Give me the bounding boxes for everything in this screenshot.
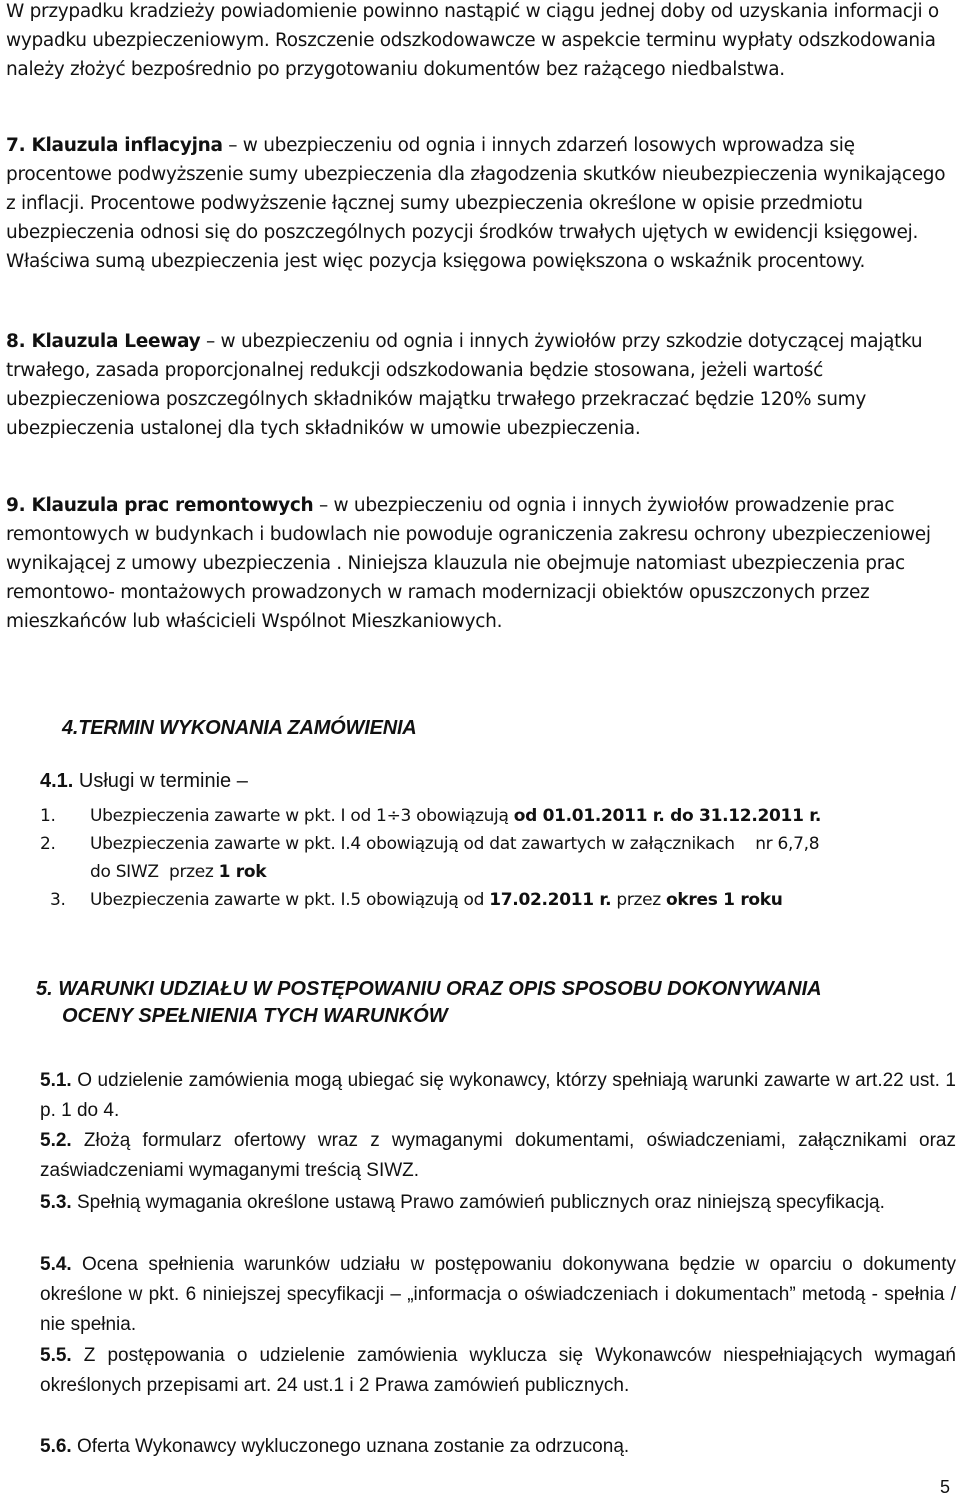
section-5-6: 5.6. Oferta Wykonawcy wykluczonego uznana zostanie za odrzuconą. — [40, 1436, 630, 1457]
section-5-4: 5.4. Ocena spełnienia warunków udziału w postępowaniu dokonywana będzie w oparciu o dokumenty określone w pkt. 6 niniejszej specyfikacji – „informacja o oświadczeniach i dokumentach” metodą - spełnia / nie spełnia. — [40, 1254, 956, 1335]
document-page: W przypadku kradzieży powiadomienie powinno nastąpić w ciągu jednej doby od uzyskania informacji o wypadku ubezpieczeniowym. Roszczenie odszkodowawcze w aspekcie terminu wypłaty odszkodowania należy złożyć bezpośrednio po przygotowaniu dokumentów bez rażącego niedbalstwa. 7. Klauzula inflacyjna – w ubezpieczeniu od ognia i innych zdarzeń losowych wprowadza się procentowe podwyższenie sumy ubezpieczenia dla złagodzenia skutków nieubezpieczenia wynikającego z inflacji. Procentowe podwyższenie łącznej sumy ubezpieczenia określone w opisie przedmiotu ubezpieczenia odnosi się do poszczególnych pozycji środków trwałych ujętych w ewidencji księgowej. Właściwa sumą ubezpieczenia jest więc pozycja księgowa powiększona o wskaźnik procentowy. 8. Klauzula Leeway – w ubezpieczeniu od ognia i innych żywiołów przy szkodzie dotyczącej majątku trwałego, zasada proporcjonalnej redukcji odszkodowania będzie stosowana, jeżeli wartość ubezpieczeniowa poszczególnych składników majątku trwałego przekraczać będzie 120% sumy ubezpieczenia ustalonej dla tych składników w umowie ubezpieczenia. 9. Klauzula prac remontowych – w ubezpieczeniu od ognia i innych żywiołów prowadzenie prac remontowych w budynkach i budowlach nie powoduje ograniczenia zakresu ochrony ubezpieczeniowej wynikającej z umowy ubezpieczenia . Niniejsza klauzula nie obejmuje natomiast ubezpieczenia prac remontowo- montażowych prowadzonych w ramach modernizacji obiektów opuszczonych przez mieszkańców lub właścicieli Wspólnot Mieszkaniowych. 4.TERMIN WYKONANIA ZAMÓWIENIA 4.1. Usługi w terminie – 1. Ubezpieczenia zawarte w pkt. I od 1÷3 obowiązują od 01.01.2011 r. do 31.12.2011 r. 2. Ubezpieczenia zawarte w pkt. I.4 obowiązują od dat zawartych w załącznikach nr 6,7,8 do SIWZ przez 1 rok 3. Ubezpieczenia zawarte w pkt. I.5 obowiązują od 17.02.2011 r. przez okres 1 roku 5. WARUNKI UDZIAŁU W POSTĘPOWANIU ORAZ OPIS SPOSOBU DOKONYWANIA OCENY SPEŁNIENIA TYCH WARUNKÓW 5.1. O udzielenie zamówienia mogą ubiegać się wykonawcy, którzy spełniają warunki zawarte w art.22 ust. 1 p. 1 do 4. 5.2. Złożą formularz ofertowy wraz z wymaganymi dokumentami, oświadczeniami, załącznikami oraz zaświadczeniami wymaganymi treścią SIWZ. 5.3. Spełnią wymagania określone ustawą Prawo zamówień publicznych oraz niniejszą specyfikacją. 5.4. Ocena spełnienia warunków udziału w postępowaniu dokonywana będzie w oparciu o dokumenty określone w pkt. 6 niniejszej specyfikacji – „informacja o oświadczeniach i dokumentach” metodą - spełnia / nie spełnia. 5.5. Z postępowania o udzielenie zamówienia wyklucza się Wykonawców niespełniających wymagań określonych przepisami art. 24 ust.1 i 2 Prawa zamówień publicznych. 5.6. Oferta Wykonawcy wykluczonego uznana zostanie za odrzuconą. 5 — [0, 0, 960, 1509]
clause-7-title: 7. Klauzula inflacyjna — [6, 135, 223, 156]
section-5-2: 5.2. Złożą formularz ofertowy wraz z wymaganymi dokumentami, oświadczeniami, załącznikami oraz zaświadczeniami wymaganymi treścią SIWZ. — [40, 1130, 956, 1181]
section-5-5: 5.5. Z postępowania o udzielenie zamówienia wyklucza się Wykonawców niespełniających wymagań określonych przepisami art. 24 ust.1 i 2 Prawa zamówień publicznych. — [40, 1345, 956, 1396]
clause-9-text: – w ubezpieczeniu od ognia i innych żywiołów prowadzenie prac remontowych w budynkach i budowlach nie powoduje ograniczenia zakresu ochrony ubezpieczeniowej wynikającej z umowy ubezpieczenia . Niniejsza klauzula nie obejmuje natomiast ubezpieczenia prac remontowo- montażowych prowadzonych w ramach modernizacji obiektów opuszczonych przez mieszkańców lub właścicieli Wspólnot Mieszkaniowych. — [6, 495, 931, 632]
clause-9-title: 9. Klauzula prac remontowych — [6, 495, 314, 516]
clause-7-text: – w ubezpieczeniu od ognia i innych zdarzeń losowych wprowadza się procentowe podwyższenie sumy ubezpieczenia dla złagodzenia skutków nieubezpieczenia wynikającego z inflacji. Procentowe podwyższenie łącznej sumy ubezpieczenia określone w opisie przedmiotu ubezpieczenia odnosi się do poszczególnych pozycji środków trwałych ujętych w ewidencji księgowej. Właściwa sumą ubezpieczenia jest więc pozycja księgowa powiększona o wskaźnik procentowy. — [6, 135, 946, 272]
paragraph-clause-8 — [6, 327, 954, 443]
paragraph-clause-9 — [6, 491, 954, 636]
paragraph-clause-7 — [6, 131, 954, 276]
clause-8-text: – w ubezpieczeniu od ognia i innych żywiołów przy szkodzie dotyczącej majątku trwałego, zasada proporcjonalnej redukcji odszkodowania będzie stosowana, jeżeli wartość ubezpieczeniowa poszczególnych składników majątku trwałego przekraczać będzie 120% sumy ubezpieczenia ustalonej dla tych składników w umowie ubezpieczenia. — [6, 331, 923, 439]
term-item-2: 2. Ubezpieczenia zawarte w pkt. I.4 obowiązują od dat zawartych w załącznikach nr 6,7,8 do SIWZ przez 1 rok — [40, 834, 820, 882]
paragraph-intro: W przypadku kradzieży powiadomienie powinno nastąpić w ciągu jednej doby od uzyskania informacji o wypadku ubezpieczeniowym. Roszczenie odszkodowawcze w aspekcie terminu wypłaty odszkodowania należy złożyć bezpośrednio po przygotowaniu dokumentów bez rażącego niedbalstwa. — [6, 1, 939, 80]
clause-8-title: 8. Klauzula Leeway — [6, 331, 201, 352]
section-4-heading: 4.TERMIN WYKONANIA ZAMÓWIENIA — [62, 717, 417, 739]
section-5-heading: 5. WARUNKI UDZIAŁU W POSTĘPOWANIU ORAZ OPIS SPOSOBU DOKONYWANIA OCENY SPEŁNIENIA TYCH WARUNKÓW — [36, 978, 822, 1027]
section-4-1-heading: 4.1. Usługi w terminie – — [40, 770, 248, 792]
page-number: 5 — [940, 1477, 951, 1497]
section-5-3: 5.3. Spełnią wymagania określone ustawą Prawo zamówień publicznych oraz niniejszą specyfikacją. — [40, 1192, 885, 1213]
section-5-1: 5.1. O udzielenie zamówienia mogą ubiegać się wykonawcy, którzy spełniają warunki zawarte w art.22 ust. 1 p. 1 do 4. — [40, 1070, 956, 1121]
